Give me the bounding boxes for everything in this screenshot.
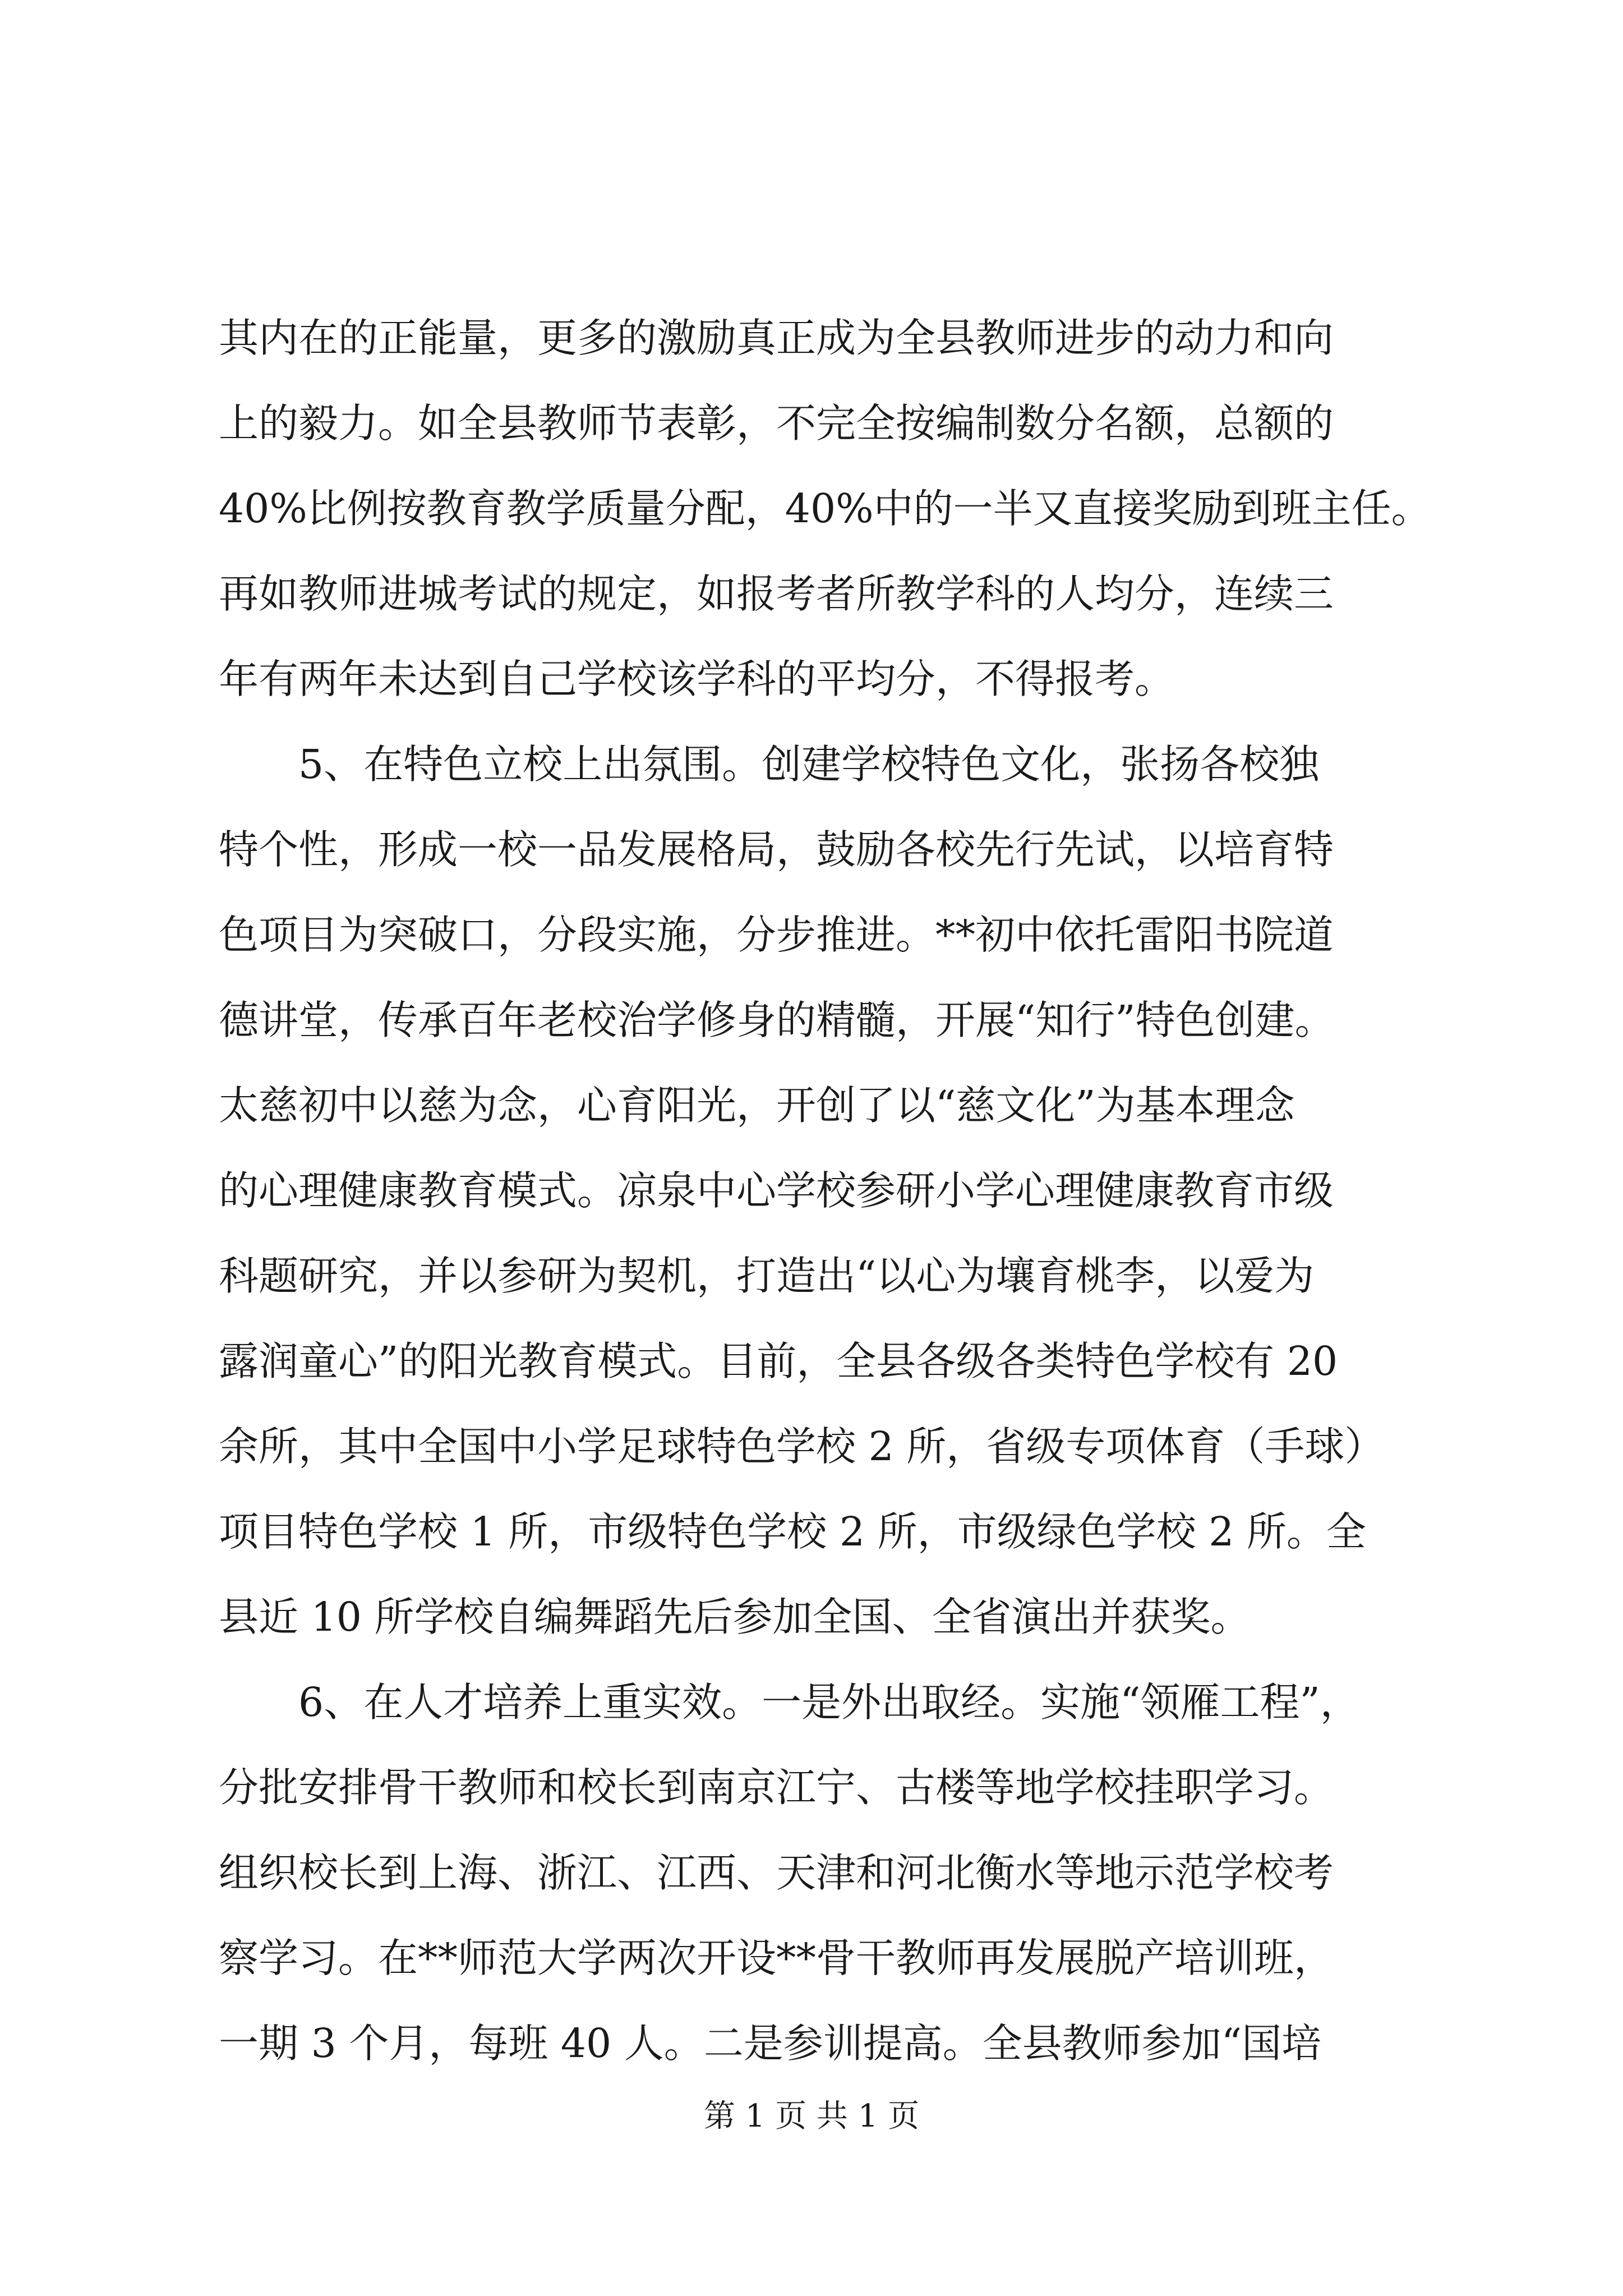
body-text-line: 再如教师进城考试的规定，如报考者所教学科的人均分，连续三: [219, 570, 1334, 617]
body-text-line: 余所，其中全国中小学足球特色学校 2 所，省级专项体育（手球）: [219, 1423, 1385, 1470]
body-text-line: 上的毅力。如全县教师节表彰，不完全按编制数分名额，总额的: [219, 400, 1334, 447]
body-text-line: 项目特色学校 1 所，市级特色学校 2 所，市级绿色学校 2 所。全: [219, 1508, 1366, 1555]
body-text-line: 分批安排骨干教师和校长到南京江宁、古楼等地学校挂职学习。: [219, 1764, 1334, 1811]
body-text-line: 太慈初中以慈为念，心育阳光，开创了以“慈文化”为基本理念: [219, 1082, 1295, 1129]
body-text-line: 6、在人才培养上重实效。一是外出取经。实施“领雁工程”，: [219, 1679, 1360, 1726]
body-text-line: 年有两年未达到自己学校该学科的平均分，不得报考。: [219, 656, 1175, 702]
body-text-line: 组织校长到上海、浙江、江西、天津和河北衡水等地示范学校考: [219, 1849, 1334, 1896]
body-text-line: 一期 3 个月，每班 40 人。二是参训提高。全县教师参加“国培: [219, 2020, 1322, 2067]
body-text-line: 特个性，形成一校一品发展格局，鼓励各校先行先试，以培育特: [219, 826, 1334, 873]
body-text-line: 5、在特色立校上出氛围。创建学校特色文化，张扬各校独: [219, 741, 1320, 788]
body-text-line: 的心理健康教育模式。凉泉中心学校参研小学心理健康教育市级: [219, 1167, 1334, 1214]
body-text-line: 察学习。在**师范大学两次开设**骨干教师再发展脱产培训班，: [219, 1935, 1334, 1981]
body-text-line: 色项目为突破口，分段实施，分步推进。**初中依托雷阳书院道: [219, 912, 1334, 958]
body-text-line: 德讲堂，传承百年老校治学修身的精髓，开展“知行”特色创建。: [219, 997, 1335, 1043]
body-text-line: 40%比例按教育教学质量分配，40%中的一半又直接奖励到班主任。: [219, 485, 1431, 532]
page-number-footer: 第 1 页 共 1 页: [703, 2098, 920, 2134]
body-text-line: 科题研究，并以参研为契机，打造出“以心为壤育桃李，以爱为: [219, 1253, 1315, 1299]
body-text-line: 县近 10 所学校自编舞蹈先后参加全国、全省演出并获奖。: [219, 1594, 1251, 1640]
body-text-line: 露润童心”的阳光教育模式。目前，全县各级各类特色学校有 20: [219, 1338, 1338, 1384]
body-text-line: 其内在的正能量，更多的激励真正成为全县教师进步的动力和向: [219, 315, 1334, 361]
